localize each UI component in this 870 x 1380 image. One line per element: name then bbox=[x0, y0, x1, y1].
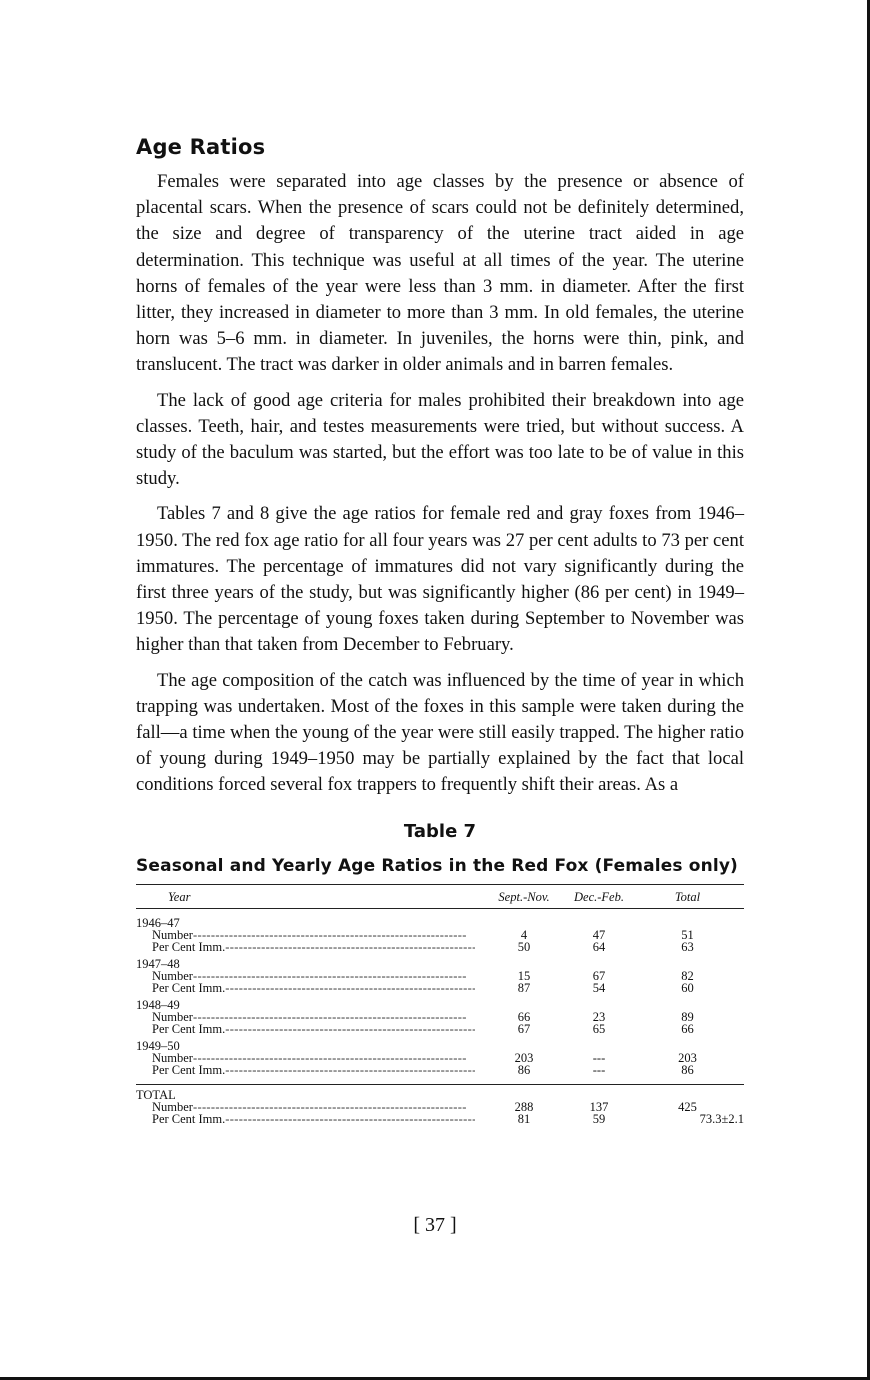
cell-total: 86 bbox=[681, 1062, 694, 1077]
cell-sept-nov: 67 bbox=[517, 1021, 531, 1036]
cell-total: 66 bbox=[681, 1021, 694, 1036]
table-group-total bbox=[136, 1084, 744, 1125]
cell-total: 82 bbox=[681, 968, 694, 983]
row-label: Per Cent Imm. bbox=[152, 1111, 226, 1126]
cell-sept-nov: 203 bbox=[514, 1050, 534, 1065]
leader-dots bbox=[225, 1064, 475, 1076]
leader-dots bbox=[225, 1113, 475, 1125]
row-label: Number bbox=[152, 1099, 193, 1114]
cell-dec-feb: 67 bbox=[592, 968, 606, 983]
cell-dec-feb: 54 bbox=[592, 980, 606, 995]
leader-dots bbox=[193, 1052, 475, 1064]
row-label: Number bbox=[152, 927, 193, 942]
group-label: 1946–47 bbox=[136, 915, 180, 930]
leader-dots bbox=[225, 1023, 475, 1035]
group-label: 1949–50 bbox=[136, 1038, 180, 1053]
row-label: Number bbox=[152, 968, 193, 983]
table-row bbox=[136, 982, 744, 994]
paragraph-3: Tables 7 and 8 give the age ratios for female red and gray foxes from 1946–1950. The red fox age ratio for all four years was 27 per cent adults to 73 per cent immatures. The percentage of immatures did not vary significantly during the first three years of the study, but was significantly higher (86 per cent) in 1949–1950. The percentage of young foxes taken during September to November was higher than that taken from December to February. bbox=[136, 503, 744, 656]
cell-sept-nov: 81 bbox=[517, 1111, 531, 1126]
row-label: Number bbox=[152, 1050, 193, 1065]
table-group-1948-49 bbox=[136, 999, 744, 1035]
leader-dots bbox=[193, 970, 475, 982]
table-caption: Seasonal and Yearly Age Ratios in the Red Fox (Females only) bbox=[136, 855, 738, 876]
table-row bbox=[136, 941, 744, 953]
cell-dec-feb: 137 bbox=[589, 1099, 609, 1114]
header-total: Total bbox=[674, 889, 701, 904]
cell-dec-feb: 47 bbox=[592, 927, 606, 942]
table-row bbox=[136, 1113, 744, 1125]
leader-dots bbox=[225, 941, 475, 953]
leader-dots bbox=[225, 982, 475, 994]
cell-total: 51 bbox=[681, 927, 694, 942]
cell-dec-feb: 59 bbox=[592, 1111, 606, 1126]
section-title: Age Ratios bbox=[136, 135, 266, 159]
row-label: Per Cent Imm. bbox=[152, 1021, 226, 1036]
header-sept-nov: Sept.-Nov. bbox=[498, 889, 550, 904]
age-ratio-table bbox=[136, 884, 744, 1125]
table-group-1946-47 bbox=[136, 917, 744, 953]
row-label: Per Cent Imm. bbox=[152, 1062, 226, 1077]
cell-total: 203 bbox=[678, 1050, 697, 1065]
cell-total: 63 bbox=[681, 939, 694, 954]
table-title: Table 7 bbox=[403, 820, 477, 842]
table-row bbox=[136, 1052, 744, 1064]
cell-sept-nov: 15 bbox=[517, 968, 531, 983]
row-label: Number bbox=[152, 1009, 193, 1024]
row-label: Per Cent Imm. bbox=[152, 980, 226, 995]
cell-total: 425 bbox=[678, 1099, 697, 1114]
table-row bbox=[136, 1023, 744, 1035]
cell-total: 89 bbox=[681, 1009, 694, 1024]
cell-dec-feb: --- bbox=[592, 1050, 606, 1065]
table-body bbox=[136, 917, 744, 1125]
paragraph-2: The lack of good age criteria for males prohibited their breakdown into age classes. Teeth, hair, and testes measurements were tried, but without success. A study of the baculum was started, but the effort was too late to be of value in this study. bbox=[136, 389, 744, 490]
cell-sept-nov: 288 bbox=[514, 1099, 534, 1114]
paragraph-1: Females were separated into age classes by the presence or absence of placental scars. When the presence of scars could not be definitely determined, the size and degree of transparency of the uterine tract aided in age determination. This technique was useful at all times of the year. The uterine horns of females of the year were less than 3 mm. in diameter. After the first litter, they increased in diameter to more than 3 mm. In old females, the uterine horn was 5–6 mm. in diameter. In juveniles, the horns were thin, pink, and translucent. The tract was darker in older animals and in barren females. bbox=[136, 171, 744, 376]
table-row bbox=[136, 929, 744, 941]
group-label: TOTAL bbox=[136, 1087, 176, 1102]
cell-sept-nov: 86 bbox=[517, 1062, 531, 1077]
cell-dec-feb: 65 bbox=[592, 1021, 606, 1036]
cell-sept-nov: 50 bbox=[517, 939, 531, 954]
cell-dec-feb: 64 bbox=[592, 939, 606, 954]
cell-dec-feb: 23 bbox=[592, 1009, 606, 1024]
table-row bbox=[136, 1101, 744, 1113]
cell-sept-nov: 4 bbox=[520, 927, 528, 942]
header-dec-feb: Dec.-Feb. bbox=[574, 889, 624, 904]
group-label: 1948–49 bbox=[136, 997, 180, 1012]
table-group-1947-48 bbox=[136, 958, 744, 994]
page-content bbox=[136, 135, 744, 1125]
leader-dots bbox=[193, 1011, 475, 1023]
paragraph-4: The age composition of the catch was influenced by the time of year in which trapping was undertaken. Most of the foxes in this sample were taken during the fall—a time when the young of the year were still easily trapped. The higher ratio of young during 1949–1950 may be partially explained by the fact that local conditions forced several fox trappers to frequently shift their areas. As a bbox=[136, 669, 744, 796]
cell-dec-feb: --- bbox=[592, 1062, 606, 1077]
table-row bbox=[136, 970, 744, 982]
table-group-1949-50 bbox=[136, 1040, 744, 1076]
leader-dots bbox=[193, 1101, 475, 1113]
cell-total: 73.3±2.1 bbox=[699, 1111, 744, 1126]
cell-total: 60 bbox=[681, 980, 694, 995]
header-year: Year bbox=[168, 889, 191, 904]
table-header bbox=[136, 884, 744, 909]
cell-sept-nov: 87 bbox=[517, 980, 531, 995]
page-number: [ 37 ] bbox=[413, 1214, 457, 1236]
leader-dots bbox=[193, 929, 475, 941]
group-label: 1947–48 bbox=[136, 956, 180, 971]
row-label: Per Cent Imm. bbox=[152, 939, 226, 954]
table-row bbox=[136, 1064, 744, 1076]
table-row bbox=[136, 1011, 744, 1023]
cell-sept-nov: 66 bbox=[517, 1009, 531, 1024]
